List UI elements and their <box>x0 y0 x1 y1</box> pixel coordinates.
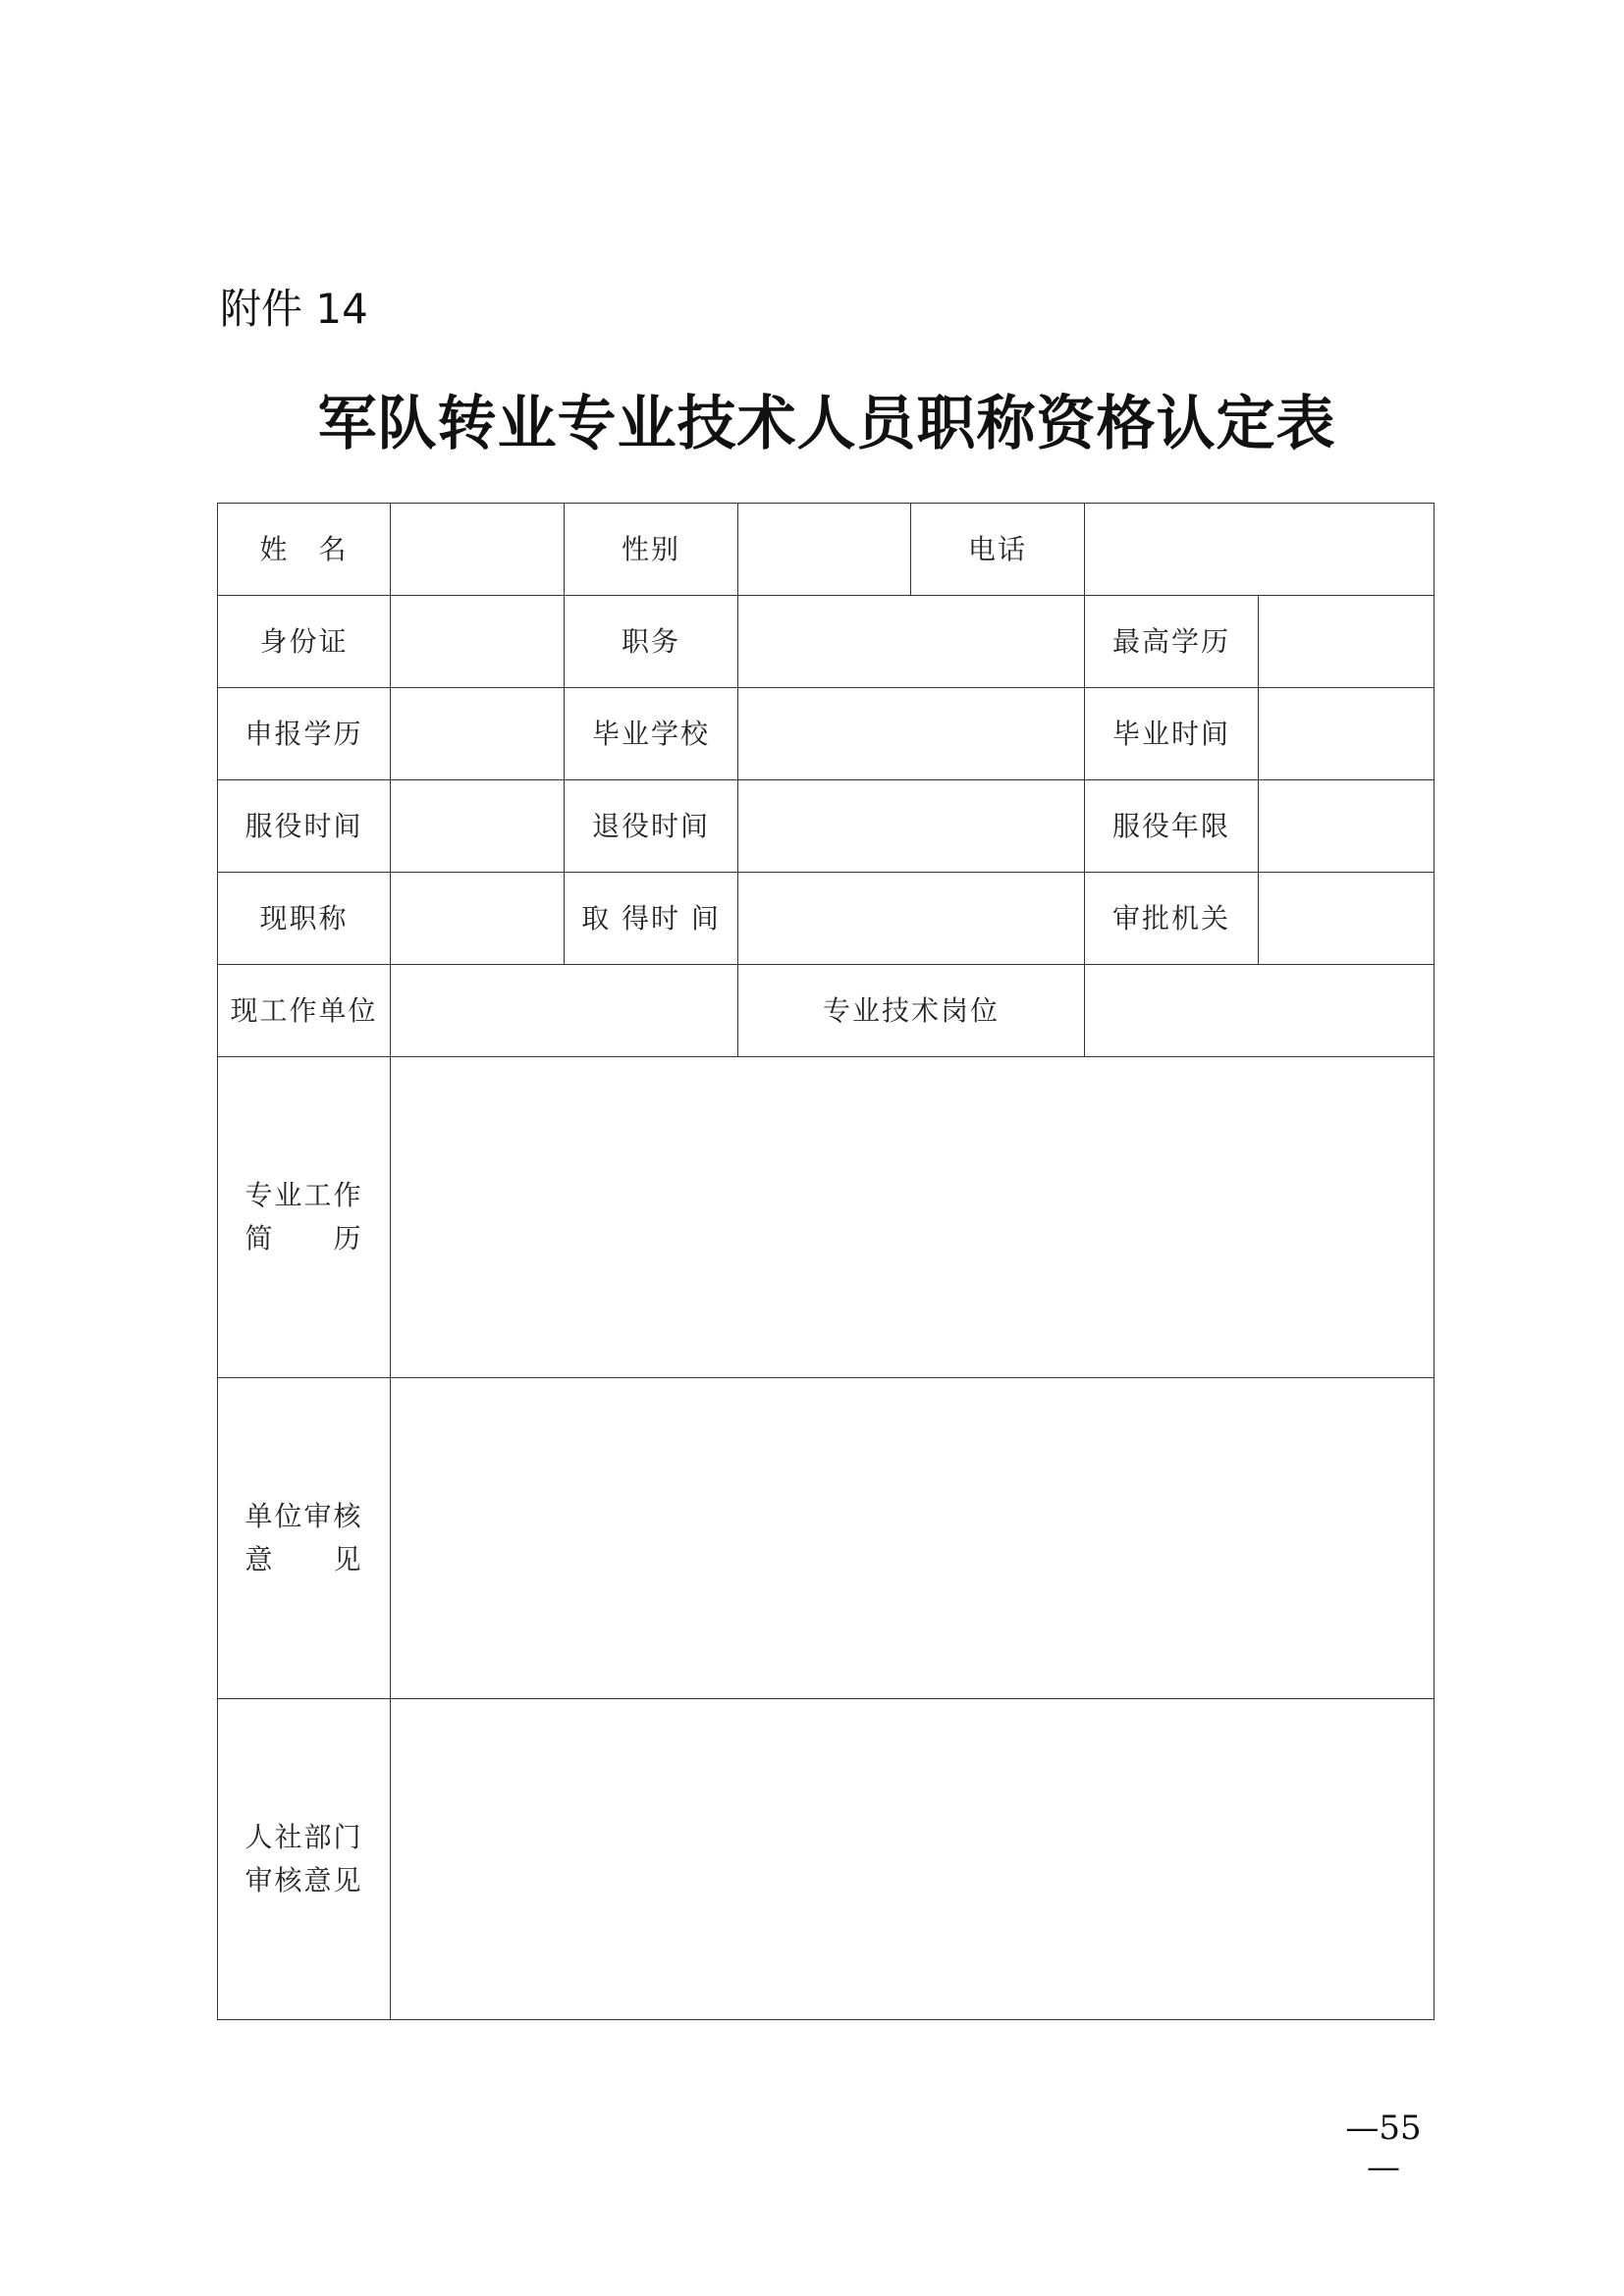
qualification-form-table <box>217 503 1435 2020</box>
table-row <box>218 873 1435 965</box>
id-card-label: 身份证 <box>218 596 391 688</box>
declared-education-field[interactable] <box>391 688 565 780</box>
hr-review-field[interactable] <box>391 1699 1435 2020</box>
work-history-label-line2: 简 历 <box>244 1222 363 1255</box>
retirement-time-label: 退役时间 <box>565 780 738 873</box>
table-row <box>218 1378 1435 1699</box>
current-title-label: 现职称 <box>218 873 391 965</box>
page-title: 军队转业专业技术人员职称资格认定表 <box>317 390 1336 458</box>
service-time-field[interactable] <box>391 780 565 873</box>
name-label: 姓 名 <box>218 504 391 596</box>
name-field[interactable] <box>391 504 565 596</box>
id-card-field[interactable] <box>391 596 565 688</box>
current-workplace-field[interactable] <box>391 965 738 1057</box>
work-history-label-line1: 专业工作 <box>244 1179 363 1211</box>
attachment-label: 附件 14 <box>220 285 368 333</box>
work-history-field[interactable] <box>391 1057 1435 1378</box>
table-row <box>218 504 1435 596</box>
obtained-time-field[interactable] <box>738 873 1085 965</box>
graduate-school-field[interactable] <box>738 688 1085 780</box>
hr-review-label-line1: 人社部门 <box>244 1821 363 1853</box>
graduate-school-label: 毕业学校 <box>565 688 738 780</box>
gender-label: 性别 <box>565 504 738 596</box>
position-field[interactable] <box>738 596 1085 688</box>
position-label: 职务 <box>565 596 738 688</box>
unit-review-label-line2: 意 见 <box>244 1543 363 1575</box>
service-time-label: 服役时间 <box>218 780 391 873</box>
table-row <box>218 1699 1435 2020</box>
current-workplace-label: 现工作单位 <box>218 965 391 1057</box>
hr-review-label-line2: 审核意见 <box>244 1864 363 1896</box>
approval-authority-label: 审批机关 <box>1085 873 1259 965</box>
unit-review-label-line1: 单位审核 <box>244 1500 363 1532</box>
work-history-label <box>218 1057 391 1378</box>
highest-education-label: 最高学历 <box>1085 596 1259 688</box>
service-years-field[interactable] <box>1259 780 1435 873</box>
obtained-time-label: 取 得时 间 <box>565 873 738 965</box>
technical-post-label: 专业技术岗位 <box>738 965 1085 1057</box>
table-row <box>218 965 1435 1057</box>
unit-review-label <box>218 1378 391 1699</box>
unit-review-field[interactable] <box>391 1378 1435 1699</box>
service-years-label: 服役年限 <box>1085 780 1259 873</box>
phone-label: 电话 <box>911 504 1085 596</box>
page-number: —55— <box>1345 2109 1422 2187</box>
approval-authority-field[interactable] <box>1259 873 1435 965</box>
table-row <box>218 780 1435 873</box>
current-title-field[interactable] <box>391 873 565 965</box>
highest-education-field[interactable] <box>1259 596 1435 688</box>
declared-education-label: 申报学历 <box>218 688 391 780</box>
table-row <box>218 688 1435 780</box>
phone-field[interactable] <box>1085 504 1435 596</box>
gender-field[interactable] <box>738 504 911 596</box>
graduation-time-label: 毕业时间 <box>1085 688 1259 780</box>
graduation-time-field[interactable] <box>1259 688 1435 780</box>
technical-post-field[interactable] <box>1085 965 1435 1057</box>
retirement-time-field[interactable] <box>738 780 1085 873</box>
hr-review-label <box>218 1699 391 2020</box>
table-row <box>218 596 1435 688</box>
table-row <box>218 1057 1435 1378</box>
